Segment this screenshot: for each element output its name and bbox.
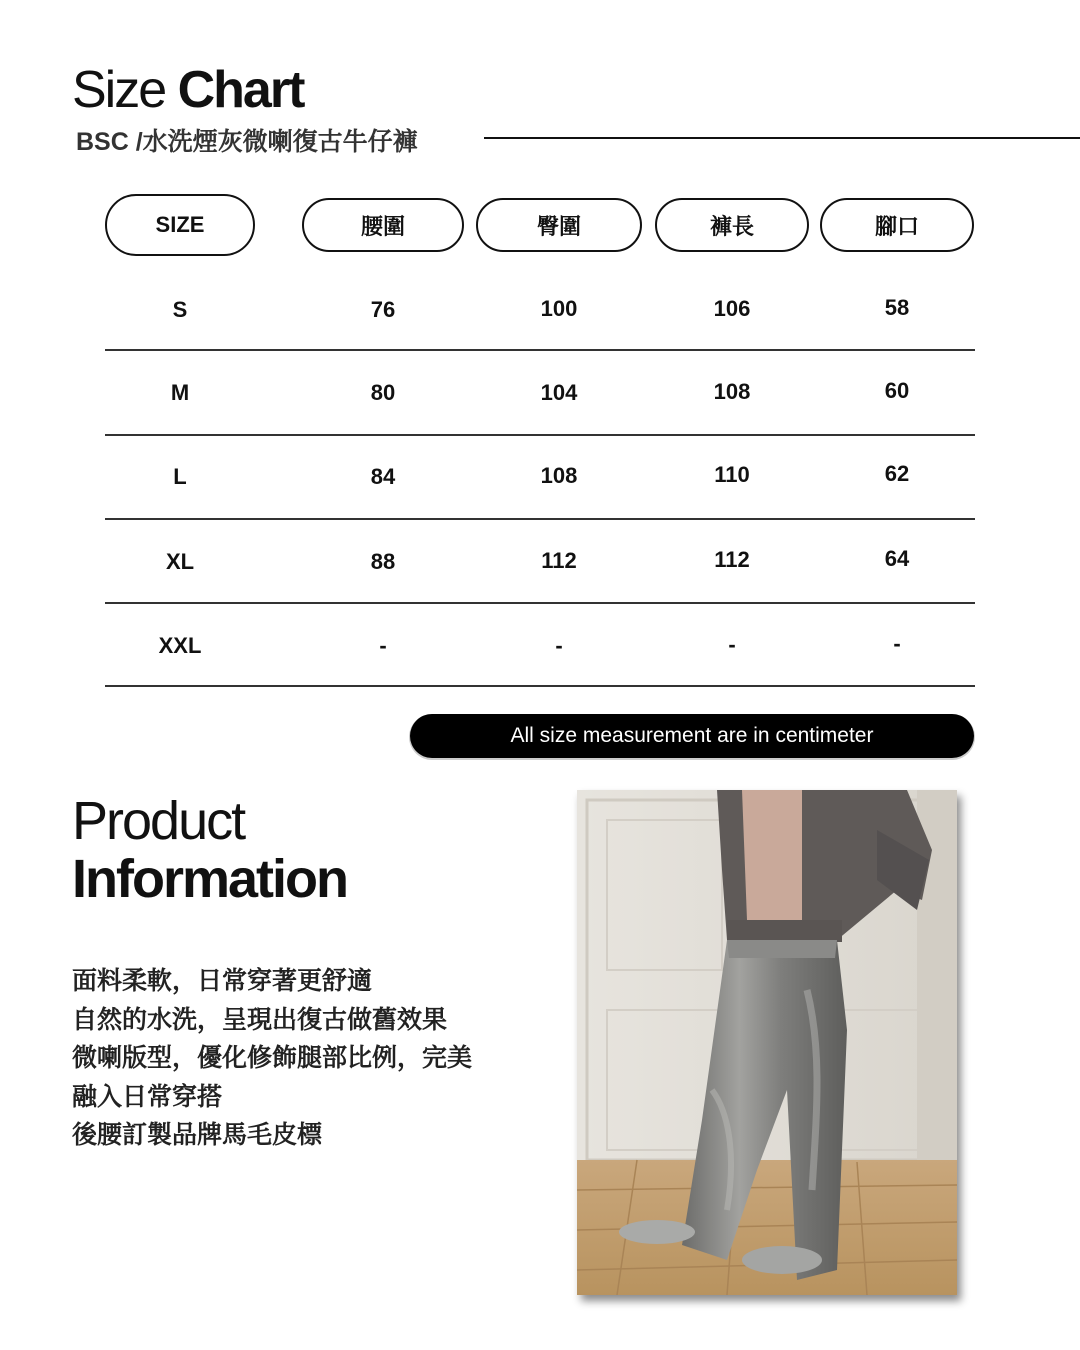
description-line: 融入日常穿搭 [72,1082,223,1111]
table-cell: 100 [540,296,578,321]
row-divider [105,518,975,520]
table-cell: 58 [884,295,910,320]
title-bold: Chart [177,61,304,119]
table-cell: - [555,633,563,658]
table-cell: 104 [540,380,578,405]
table-cell: - [893,631,901,656]
table-cell: 64 [884,546,910,571]
table-cell: M [170,380,190,405]
table-cell: - [379,633,387,658]
table-cell: 84 [370,464,396,489]
table-cell: - [728,632,736,657]
header-divider [484,137,1080,139]
table-cell: XXL [158,633,202,658]
description-line: 面料柔軟，日常穿著更舒適 [72,967,373,995]
product-info-title [72,792,347,908]
product-photo-illustration [577,790,957,1295]
column-header-waist: 腰圍 [302,198,464,252]
title-light: Size [72,61,178,119]
table-cell: XL [165,549,195,574]
row-divider [105,685,975,687]
table-cell: 60 [884,378,910,403]
table-cell: 108 [713,379,751,404]
table-cell: 112 [714,547,750,572]
table-cell: 106 [713,296,751,321]
column-header-length: 褲長 [655,198,809,252]
product-info-title-light: Product [72,791,245,851]
table-cell: 110 [714,462,750,487]
table-cell: 80 [370,380,396,405]
table-cell: 108 [540,463,578,488]
row-divider [105,349,975,351]
row-divider [105,602,975,604]
column-header-hip: 臀圍 [476,198,642,252]
table-cell: 62 [884,461,910,486]
description-line: 微喇版型，優化修飾腿部比例，完美 [72,1044,473,1072]
product-subtitle: BSC /水洗煙灰微喇復古牛仔褲 [76,128,418,156]
table-cell: L [173,464,187,489]
table-cell: S [172,297,188,322]
table-cell: 112 [541,548,577,573]
table-cell: 76 [370,297,396,322]
table-cell: 88 [370,549,396,574]
measurement-note: All size measurement are in centimeter [410,714,974,758]
description-line: 自然的水洗，呈現出復古做舊效果 [72,1005,448,1034]
product-info-title-bold: Information [72,849,347,909]
size-chart-title [72,61,304,119]
column-header-hem: 腳口 [820,198,974,252]
description-line: 後腰訂製品牌馬毛皮標 [72,1121,323,1149]
row-divider [105,434,975,436]
product-description [72,962,472,1155]
product-photo [577,790,957,1295]
column-header-size: SIZE [105,194,255,256]
